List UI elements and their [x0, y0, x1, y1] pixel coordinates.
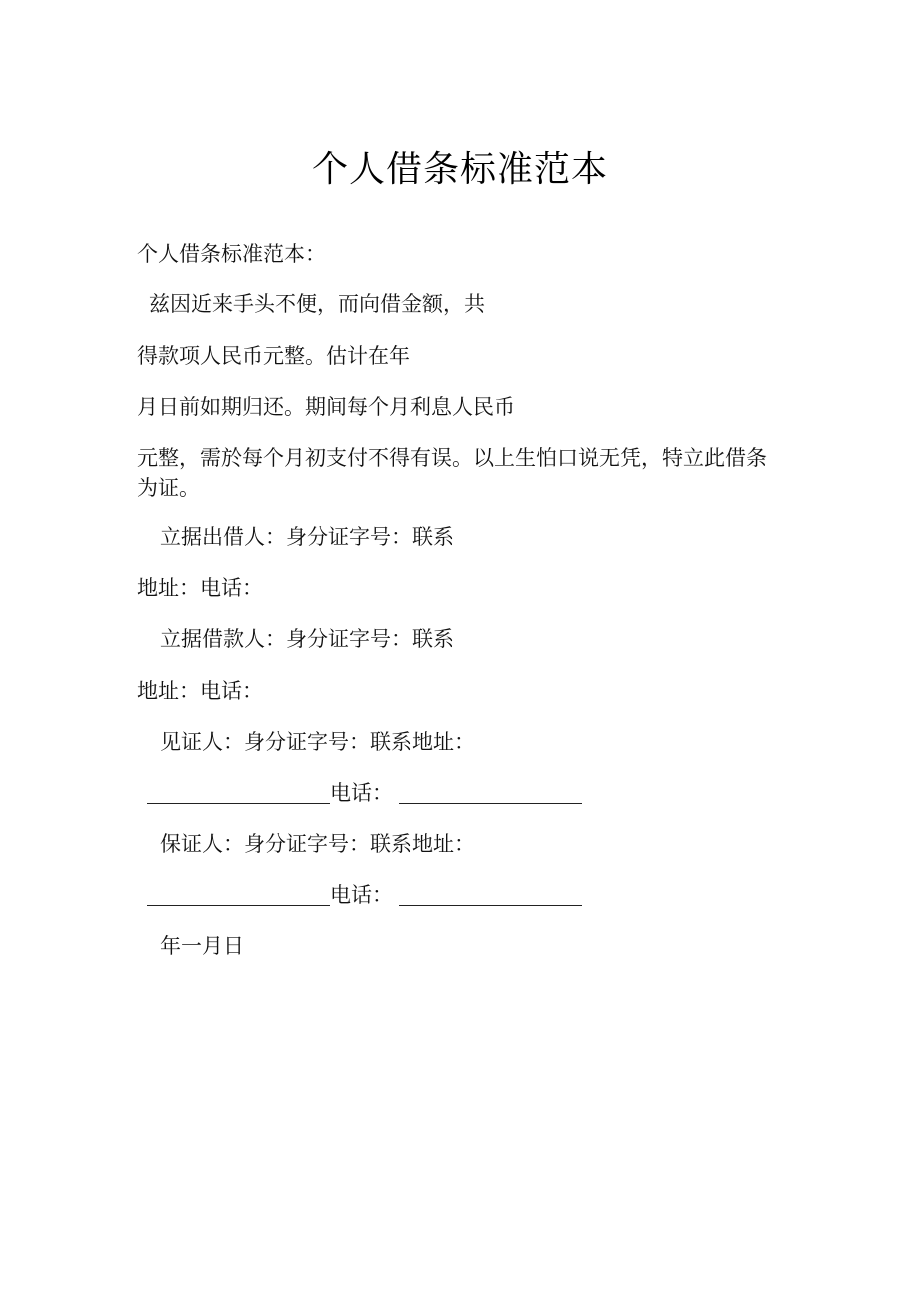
body-line-1: 兹因近来手头不便，而向借金额，共	[149, 292, 485, 316]
borrower-address-line: 地址：电话：	[137, 679, 263, 703]
witness-phone-row	[147, 778, 582, 808]
lender-id-line: 立据出借人：身分证字号：联系	[160, 525, 454, 549]
guarantor-blank-left	[147, 881, 330, 906]
witness-blank-right	[399, 779, 582, 804]
body-line-2: 得款项人民币元整。估计在年	[137, 344, 410, 368]
borrower-id-line: 立据借款人：身分证字号：联系	[160, 627, 454, 651]
guarantor-line: 保证人：身分证字号：联系地址：	[160, 832, 475, 856]
guarantor-blank-right	[399, 881, 582, 906]
body-line-3: 月日前如期归还。期间每个月利息人民币	[137, 395, 515, 419]
date-line: 年一月日	[160, 934, 244, 958]
body-line-4: 元整，需於每个月初支付不得有误。以上生怕口说无凭，特立此借条为证。	[137, 446, 767, 500]
document-title: 个人借条标准范本	[311, 149, 608, 190]
guarantor-phone-label: 电话：	[330, 883, 393, 907]
guarantor-phone-row	[147, 880, 582, 910]
document-heading: 个人借条标准范本：	[137, 242, 326, 266]
witness-line: 见证人：身分证字号：联系地址：	[160, 730, 475, 754]
witness-phone-label: 电话：	[330, 781, 393, 805]
witness-blank-left	[147, 779, 330, 804]
lender-address-line: 地址：电话：	[137, 576, 263, 600]
